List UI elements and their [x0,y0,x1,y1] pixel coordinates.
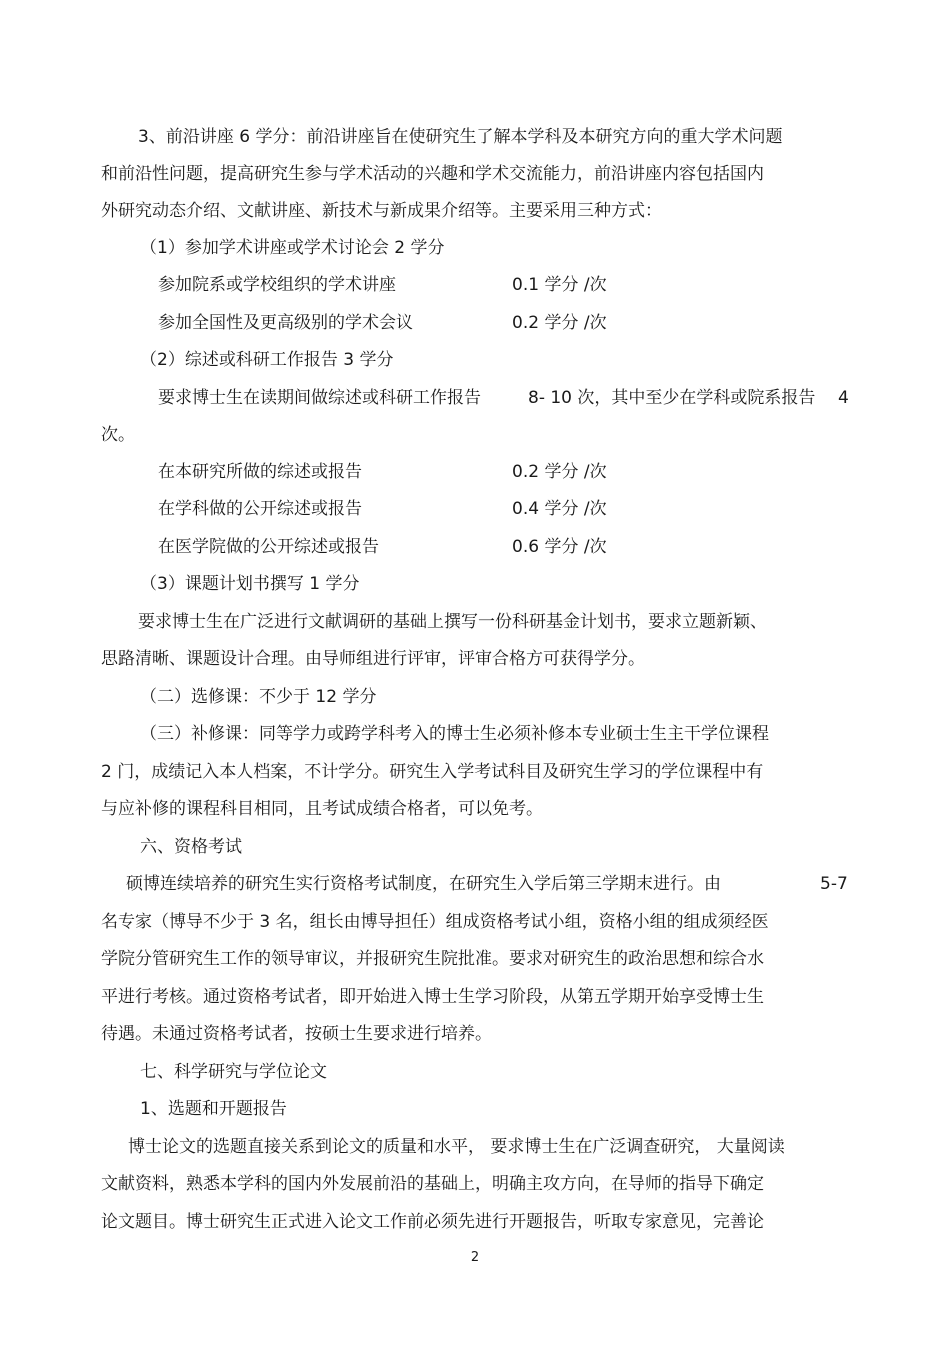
makeup-line-2: 2 门，成绩记入本人档案，不计学分。研究生入学考试科目及研究生学习的学位课程中有 [101,762,764,782]
section-7-line-3: 论文题目。博士研究生正式进入论文工作前必须先进行开题报告，听取专家意见，完善论 [101,1212,764,1232]
item2-requirement-line-2: 次。 [101,425,135,445]
section-6-line-3: 学院分管研究生工作的领导审议，并报研究生院批准。要求对研究生的政治思想和综合水 [101,949,764,969]
electives-line: （二）选修课：不少于 12 学分 [140,687,377,707]
section-7-title: 七、科学研究与学位论文 [140,1062,327,1082]
page-number: 2 [470,1250,480,1265]
item2-row-2-label: 在学科做的公开综述或报告 [158,499,362,519]
section-6-title: 六、资格考试 [140,837,242,857]
section-7-line-2: 文献资料，熟悉本学科的国内外发展前沿的基础上，明确主攻方向，在导师的指导下确定 [101,1174,764,1194]
item2-requirement-start: 要求博士生在读期间做综述或科研工作报告 [158,388,481,408]
section-7-line-1: 博士论文的选题直接关系到论文的质量和水平， 要求博士生在广泛调查研究， 大量阅读 [128,1137,785,1157]
section-6-line-5: 待遇。未通过资格考试者，按硕士生要求进行培养。 [101,1024,492,1044]
makeup-line-1: （三）补修课：同等学力或跨学科考入的博士生必须补修本专业硕士生主干学位课程 [140,724,769,744]
item3-heading: （3）课题计划书撰写 1 学分 [140,574,360,594]
section-6-line-4: 平进行考核。通过资格考试者，即开始进入博士生学习阶段，从第五学期开始享受博士生 [101,987,764,1007]
section-6-line-1-end: 5-7 [820,874,848,894]
item2-requirement-mid: 8- 10 次，其中至少在学科或院系报告 [528,388,816,408]
item2-row-1-label: 在本研究所做的综述或报告 [158,462,362,482]
lectures-line-1: 3、前沿讲座 6 学分：前沿讲座旨在使研究生了解本学科及本研究方向的重大学术问题 [138,127,783,147]
item2-row-2-value: 0.4 学分 /次 [512,499,607,519]
item1-row-2-value: 0.2 学分 /次 [512,313,607,333]
section-6-line-2: 名专家（博导不少于 3 名，组长由博导担任）组成资格考试小组，资格小组的组成须经医 [101,912,769,932]
item1-heading: （1）参加学术讲座或学术讨论会 2 学分 [140,238,445,258]
item3-line-1: 要求博士生在广泛进行文献调研的基础上撰写一份科研基金计划书，要求立题新颖、 [138,612,767,632]
lectures-line-2: 和前沿性问题，提高研究生参与学术活动的兴趣和学术交流能力，前沿讲座内容包括国内 [101,164,764,184]
item2-row-1-value: 0.2 学分 /次 [512,462,607,482]
section-7-subheading: 1、选题和开题报告 [140,1099,287,1119]
item3-line-2: 思路清晰、课题设计合理。由导师组进行评审，评审合格方可获得学分。 [101,649,645,669]
item1-row-2-label: 参加全国性及更高级别的学术会议 [158,313,413,333]
item1-row-1-label: 参加院系或学校组织的学术讲座 [158,275,396,295]
makeup-line-3: 与应补修的课程科目相同，且考试成绩合格者，可以免考。 [101,799,543,819]
item2-row-3-label: 在医学院做的公开综述或报告 [158,537,379,557]
item2-requirement-end: 4 [838,388,849,408]
item2-heading: （2）综述或科研工作报告 3 学分 [140,350,394,370]
section-6-line-1: 硕博连续培养的研究生实行资格考试制度，在研究生入学后第三学期末进行。由 [126,874,721,894]
item2-row-3-value: 0.6 学分 /次 [512,537,607,557]
lectures-line-3: 外研究动态介绍、文献讲座、新技术与新成果介绍等。主要采用三种方式： [101,201,662,221]
item1-row-1-value: 0.1 学分 /次 [512,275,607,295]
